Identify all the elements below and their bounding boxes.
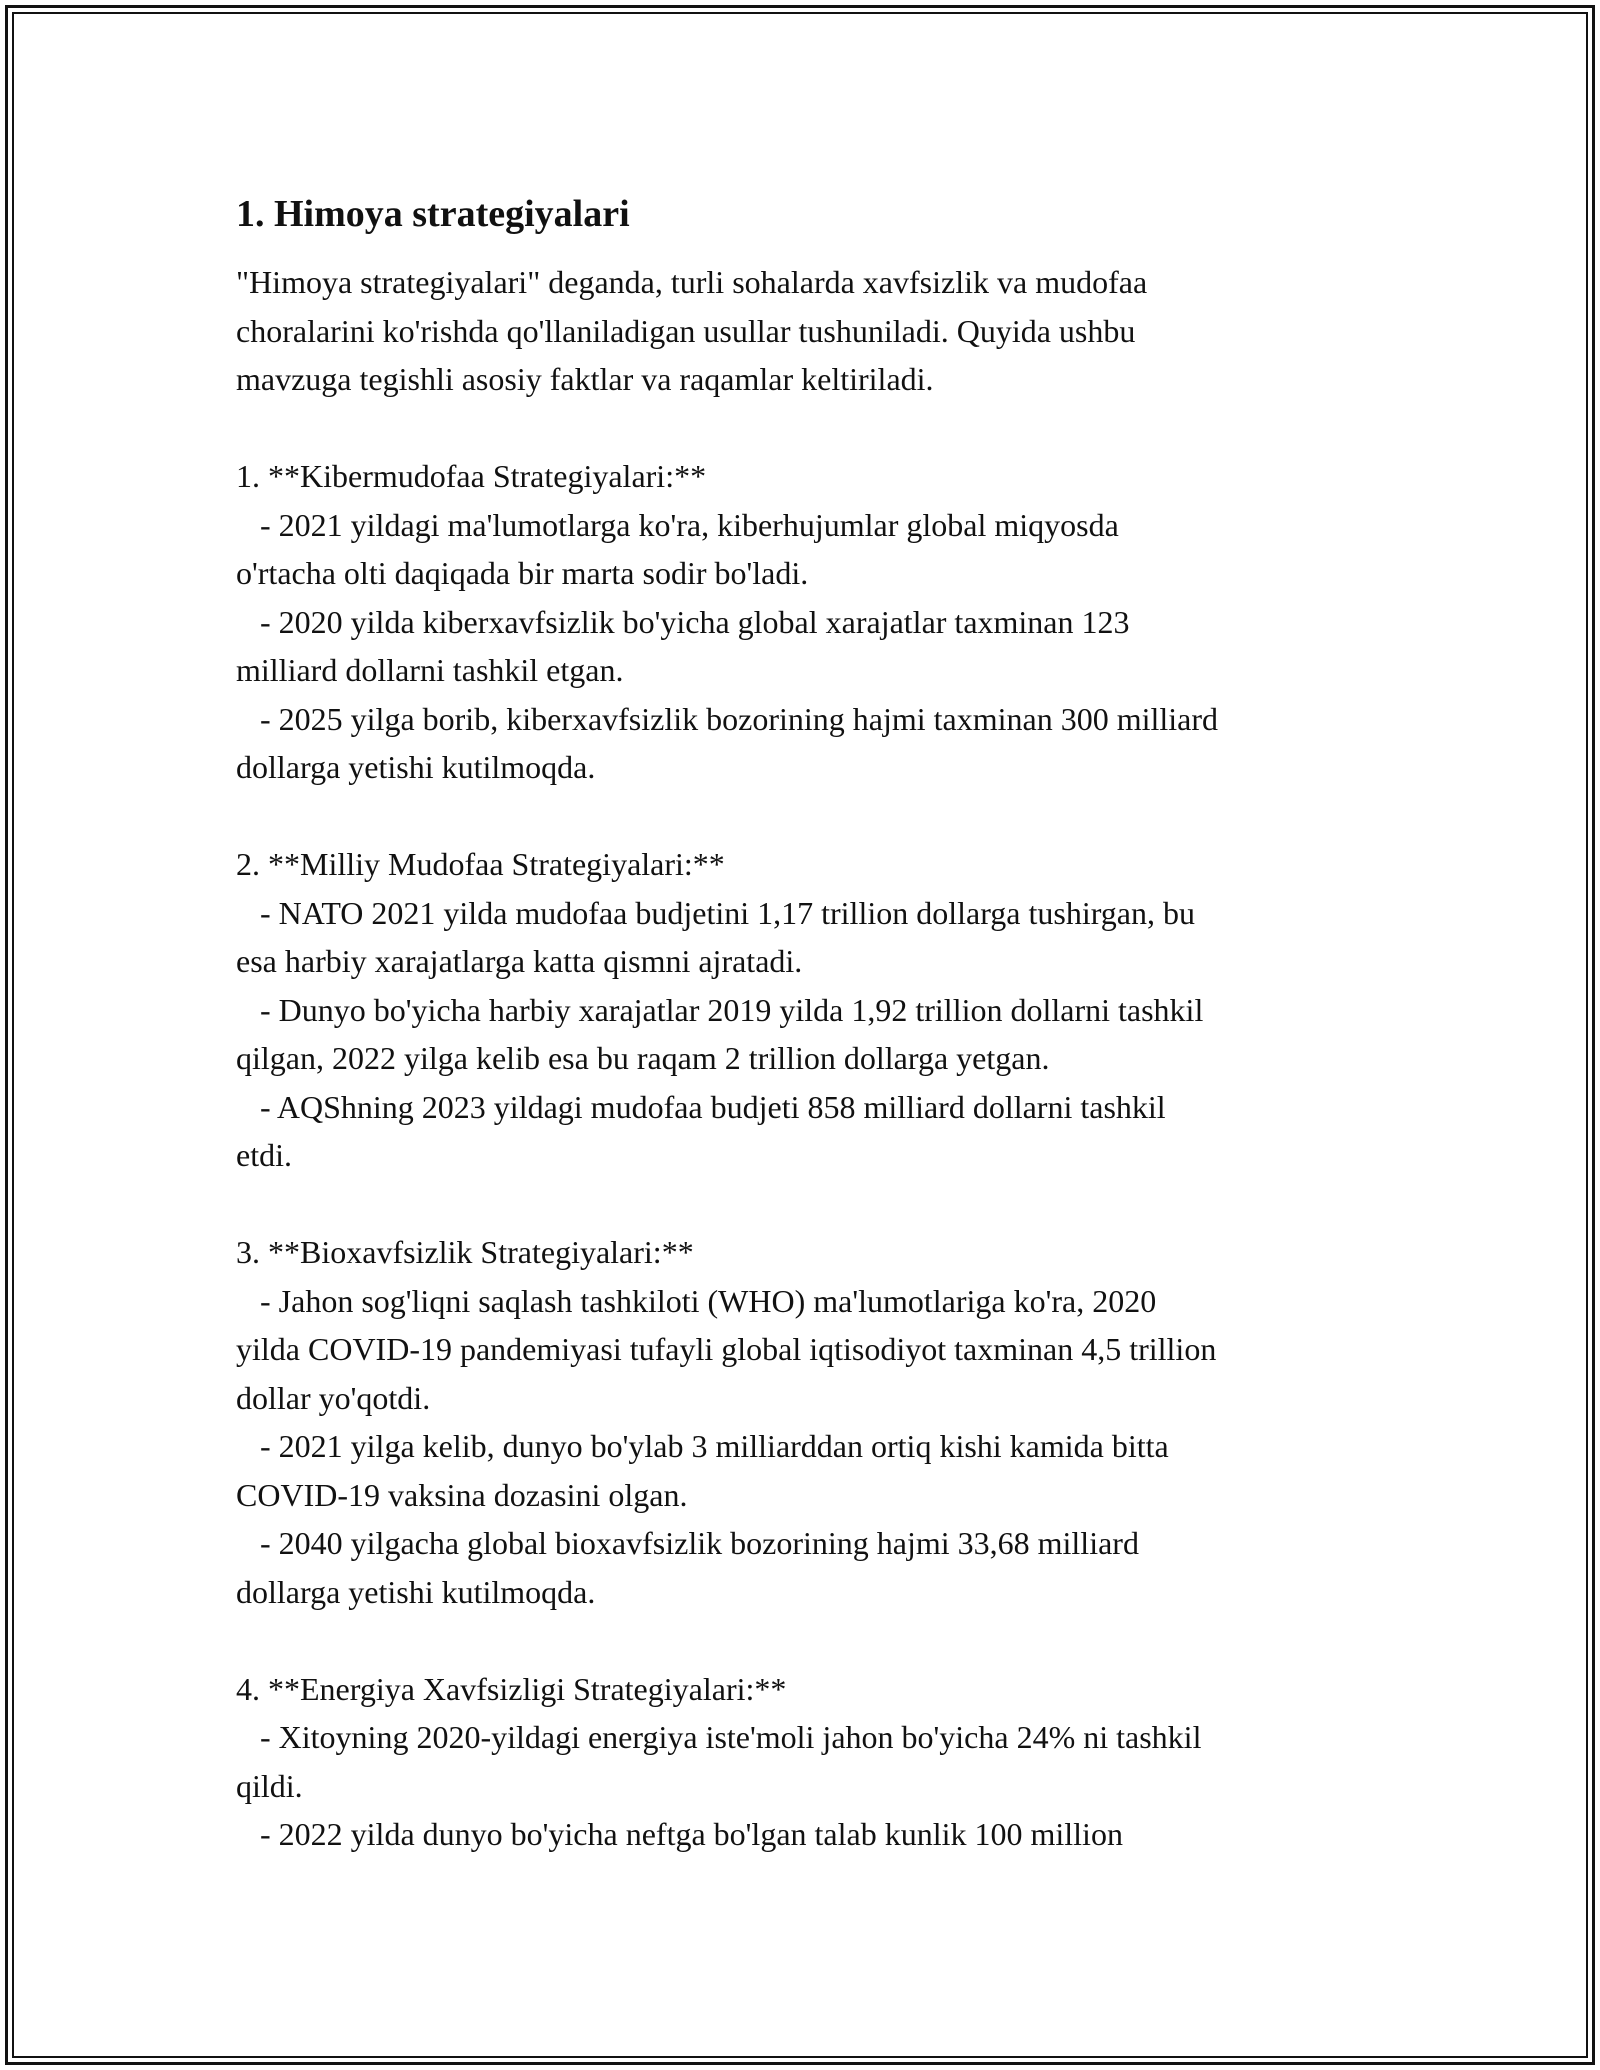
bullet-item: - Xitoyning 2020-yildagi energiya iste'moli jahon bo'yicha 24% ni tashkil qildi. [236, 1719, 1202, 1804]
section-title: 1. **Kibermudofaa Strategiyalari:** [236, 458, 707, 494]
bullet-item: - 2022 yilda dunyo bo'yicha neftga bo'lgan talab kunlik 100 million [236, 1816, 1123, 1852]
section-title: 4. **Energiya Xavfsizligi Strategiyalari:** [236, 1670, 787, 1707]
bullet-item: - AQShning 2023 yildagi mudofaa budjeti 858 milliard dollarni tashkil etdi. [236, 1088, 1166, 1173]
section-title: 2. **Milliy Mudofaa Strategiyalari:** [236, 846, 725, 882]
bullet-item: - 2021 yildagi ma'lumotlarga ko'ra, kiberhujumlar global miqyosda o'rtacha olti daqiqada bir marta sodir bo'ladi. [236, 506, 1119, 591]
intro-paragraph: "Himoya strategiyalari" deganda, turli sohalarda xavfsizlik va mudofaa choralarini ko'rishda qo'llaniladigan usullar tushuniladi. Quyida ushbu mavzuga tegishli asosiy faktlar va raqamlar keltiriladi. [236, 264, 1148, 397]
bullet-item: - NATO 2021 yilda mudofaa budjetini 1,17 trillion dollarga tushirgan, bu esa harbiy xarajatlarga katta qismni ajratadi. [236, 894, 1195, 979]
bullet-item: - 2040 yilgacha global bioxavfsizlik bozorining hajmi 33,68 milliard dollarga yetishi kutilmoqda. [236, 1525, 1139, 1610]
bullet-item: - 2020 yilda kiberxavfsizlik bo'yicha global xarajatlar taxminan 123 milliard dollarni tashkil etgan. [236, 603, 1130, 688]
bullet-item: - 2021 yilga kelib, dunyo bo'ylab 3 milliarddan ortiq kishi kamida bitta COVID-19 vaksina dozasini olgan. [236, 1428, 1169, 1513]
document-body [236, 188, 1376, 1907]
document-heading: 1. Himoya strategiyalari [236, 193, 630, 235]
section-national-defense [236, 840, 1376, 1180]
section-cyber-defense [236, 452, 1376, 792]
bullet-item: - Dunyo bo'yicha harbiy xarajatlar 2019 yilda 1,92 trillion dollarni tashkil qilgan, 2022 yilga kelib esa bu raqam 2 trillion dollarga yetgan. [236, 991, 1204, 1076]
section-energy-security [236, 1665, 1376, 1859]
section-title: 3. **Bioxavfsizlik Strategiyalari:** [236, 1234, 694, 1270]
bullet-item: - Jahon sog'liqni saqlash tashkiloti (WHO) ma'lumotlariga ko'ra, 2020 yilda COVID-19 pandemiyasi tufayli global iqtisodiyot taxminan 4,5 trillion dollar yo'qotdi. [236, 1282, 1217, 1416]
bullet-item: - 2025 yilga borib, kiberxavfsizlik bozorining hajmi taxminan 300 milliard dollarga yetishi kutilmoqda. [236, 700, 1219, 785]
section-biosecurity [236, 1228, 1376, 1616]
